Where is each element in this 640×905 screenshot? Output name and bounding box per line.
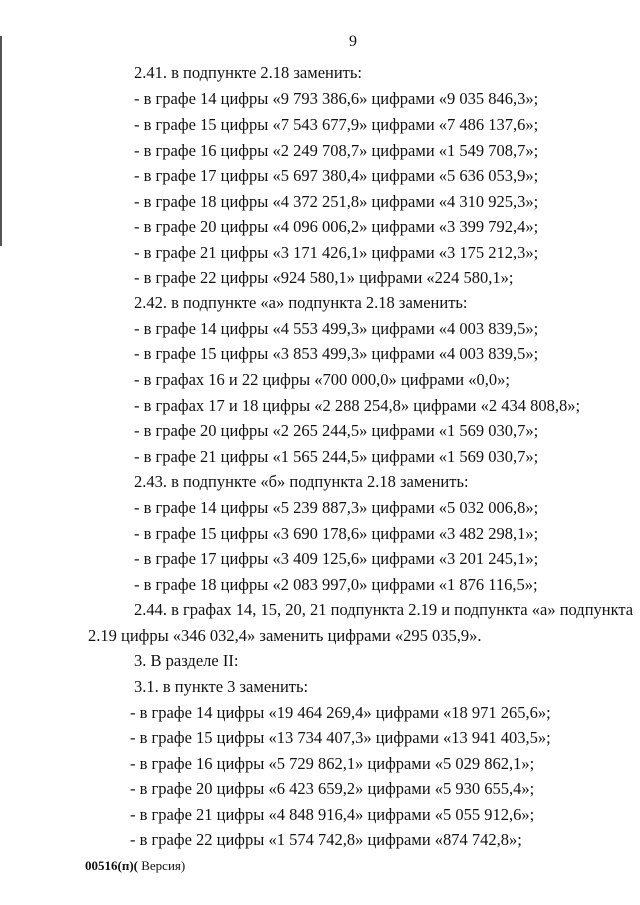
document-line: - в графе 20 цифры «4 096 006,2» цифрами «3 399 792,4»;	[134, 217, 539, 236]
scan-edge-mark	[0, 36, 2, 246]
document-line: 2.19 цифры «346 032,4» заменить цифрами «295 035,9».	[88, 626, 482, 645]
document-line: - в графе 22 цифры «1 574 742,8» цифрами «874 742,8»;	[130, 830, 522, 849]
document-line: - в графе 21 цифры «4 848 916,4» цифрами «5 055 912,6»;	[130, 805, 535, 824]
document-line: - в графе 22 цифры «924 580,1» цифрами «224 580,1»;	[134, 268, 514, 287]
document-line: 3.1. в пункте 3 заменить:	[134, 677, 309, 696]
document-line: 3. В разделе II:	[134, 651, 239, 670]
document-line: - в графе 21 цифры «3 171 426,1» цифрами «3 175 212,3»;	[134, 243, 539, 262]
document-line: - в графе 14 цифры «19 464 269,4» цифрами «18 971 265,6»;	[130, 703, 551, 722]
document-line: - в графе 15 цифры «3 853 499,3» цифрами «4 003 839,5»;	[134, 344, 539, 363]
document-line: 2.43. в подпункте «б» подпункта 2.18 заменить:	[134, 472, 469, 491]
document-line: 2.41. в подпункте 2.18 заменить:	[134, 63, 362, 82]
document-line: - в графе 20 цифры «2 265 244,5» цифрами «1 569 030,7»;	[134, 421, 539, 440]
document-line: - в графе 21 цифры «1 565 244,5» цифрами «1 569 030,7»;	[134, 447, 539, 466]
page-number: 9	[349, 33, 357, 50]
document-line: - в графе 16 цифры «2 249 708,7» цифрами «1 549 708,7»;	[134, 141, 539, 160]
document-line: 2.42. в подпункте «а» подпункта 2.18 заменить:	[134, 293, 468, 312]
document-line: - в графе 18 цифры «2 083 997,0» цифрами «1 876 116,5»;	[134, 575, 538, 594]
document-line: - в графе 15 цифры «3 690 178,6» цифрами «3 482 298,1»;	[134, 524, 539, 543]
document-line: - в графе 14 цифры «9 793 386,6» цифрами «9 035 846,3»;	[134, 89, 539, 108]
document-line: - в графе 18 цифры «4 372 251,8» цифрами «4 310 925,3»;	[134, 192, 539, 211]
footer-code: 00516(п)(	[85, 858, 138, 873]
document-footer	[85, 858, 185, 874]
document-line: - в графах 17 и 18 цифры «2 288 254,8» цифрами «2 434 808,8»;	[134, 396, 581, 415]
document-line: - в графе 14 цифры «4 553 499,3» цифрами «4 003 839,5»;	[134, 319, 539, 338]
document-line: - в графе 20 цифры «6 423 659,2» цифрами «5 930 655,4»;	[130, 779, 535, 798]
document-line: 2.44. в графах 14, 15, 20, 21 подпункта 2.19 и подпункта «а» подпункта	[134, 600, 634, 619]
document-line: - в графе 15 цифры «13 734 407,3» цифрами «13 941 403,5»;	[130, 728, 551, 747]
document-line: - в графах 16 и 22 цифры «700 000,0» цифрами «0,0»;	[134, 370, 510, 389]
document-line: - в графе 15 цифры «7 543 677,9» цифрами «7 486 137,6»;	[134, 115, 539, 134]
document-line: - в графе 14 цифры «5 239 887,3» цифрами «5 032 006,8»;	[134, 498, 539, 517]
footer-version: Версия)	[137, 858, 186, 873]
document-line: - в графе 16 цифры «5 729 862,1» цифрами «5 029 862,1»;	[130, 754, 535, 773]
document-line: - в графе 17 цифры «3 409 125,6» цифрами «3 201 245,1»;	[134, 549, 539, 568]
document-line: - в графе 17 цифры «5 697 380,4» цифрами «5 636 053,9»;	[134, 166, 539, 185]
